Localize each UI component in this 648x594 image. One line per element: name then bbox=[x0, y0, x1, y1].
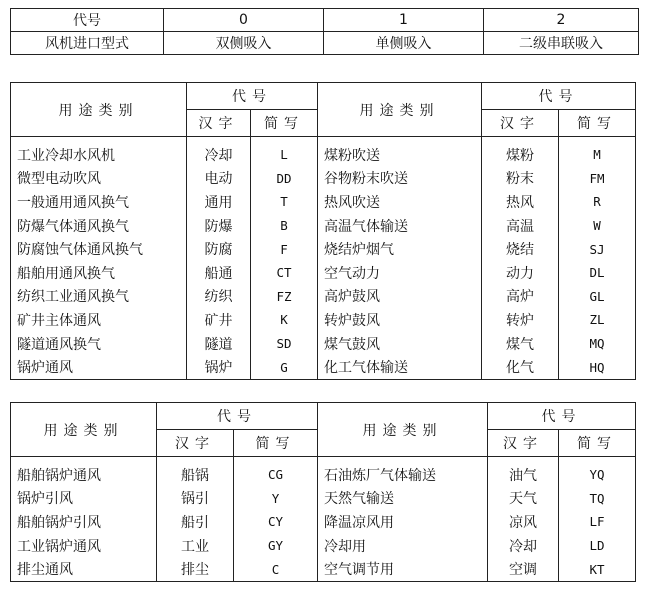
abbr-header: 简写 bbox=[559, 110, 636, 137]
usage-cell: 热风吹送 bbox=[318, 190, 482, 214]
table-row bbox=[11, 237, 636, 261]
usage-code-table-2 bbox=[10, 402, 636, 582]
table-row bbox=[11, 510, 636, 534]
usage-cell: 排尘通风 bbox=[11, 557, 157, 581]
hanzi-cell: 天气 bbox=[488, 487, 559, 511]
hanzi-cell: 转炉 bbox=[482, 308, 559, 332]
usage-header: 用途类别 bbox=[318, 83, 482, 137]
inlet-type-row bbox=[11, 32, 639, 55]
abbr-cell: TQ bbox=[559, 487, 636, 511]
usage-cell: 隧道通风换气 bbox=[11, 332, 187, 356]
code-header: 代号 bbox=[157, 403, 318, 430]
usage-table-2-body bbox=[11, 457, 636, 582]
hanzi-cell: 动力 bbox=[482, 261, 559, 285]
usage-cell: 工业锅炉通风 bbox=[11, 534, 157, 558]
usage-cell: 锅炉通风 bbox=[11, 355, 187, 379]
inlet-type-cell: 双侧吸入 bbox=[164, 32, 324, 55]
usage-header: 用途类别 bbox=[11, 403, 157, 457]
abbr-header: 简写 bbox=[234, 430, 318, 457]
abbr-cell: CG bbox=[234, 457, 318, 487]
usage-cell: 冷却用 bbox=[318, 534, 488, 558]
hanzi-cell: 防腐 bbox=[187, 237, 251, 261]
usage-cell: 空气动力 bbox=[318, 261, 482, 285]
abbr-cell: MQ bbox=[559, 332, 636, 356]
hanzi-cell: 高温 bbox=[482, 214, 559, 238]
hanzi-cell: 船锅 bbox=[157, 457, 234, 487]
usage-cell: 锅炉引风 bbox=[11, 487, 157, 511]
table-row bbox=[11, 285, 636, 309]
hanzi-cell: 锅引 bbox=[157, 487, 234, 511]
abbr-cell: DL bbox=[559, 261, 636, 285]
usage-header: 用途类别 bbox=[318, 403, 488, 457]
code-cell: 0 bbox=[164, 9, 324, 32]
hanzi-cell: 通用 bbox=[187, 190, 251, 214]
chinese-header: 汉字 bbox=[488, 430, 559, 457]
abbr-cell: B bbox=[251, 214, 318, 238]
usage-cell: 烧结炉烟气 bbox=[318, 237, 482, 261]
usage-cell: 矿井主体通风 bbox=[11, 308, 187, 332]
hanzi-cell: 热风 bbox=[482, 190, 559, 214]
hanzi-cell: 粉末 bbox=[482, 167, 559, 191]
inlet-type-table bbox=[10, 8, 639, 55]
code-header: 代号 bbox=[488, 403, 636, 430]
table-row bbox=[11, 557, 636, 581]
abbr-cell: HQ bbox=[559, 355, 636, 379]
usage-code-table-1 bbox=[10, 82, 636, 380]
table-row bbox=[11, 167, 636, 191]
table-row bbox=[11, 487, 636, 511]
abbr-cell: FZ bbox=[251, 285, 318, 309]
hanzi-cell: 纺织 bbox=[187, 285, 251, 309]
hanzi-cell: 冷却 bbox=[187, 137, 251, 167]
abbr-cell: W bbox=[559, 214, 636, 238]
usage-cell: 煤粉吹送 bbox=[318, 137, 482, 167]
code-header: 代号 bbox=[187, 83, 318, 110]
hanzi-cell: 船引 bbox=[157, 510, 234, 534]
usage-cell: 空气调节用 bbox=[318, 557, 488, 581]
abbr-cell: G bbox=[251, 355, 318, 379]
usage-cell: 微型电动吹风 bbox=[11, 167, 187, 191]
abbr-cell: L bbox=[251, 137, 318, 167]
code-row bbox=[11, 9, 639, 32]
hanzi-cell: 矿井 bbox=[187, 308, 251, 332]
hanzi-cell: 锅炉 bbox=[187, 355, 251, 379]
usage-table-1-body bbox=[11, 137, 636, 380]
usage-cell: 防爆气体通风换气 bbox=[11, 214, 187, 238]
abbr-cell: SJ bbox=[559, 237, 636, 261]
abbr-cell: Y bbox=[234, 487, 318, 511]
usage-cell: 化工气体输送 bbox=[318, 355, 482, 379]
usage-cell: 天然气输送 bbox=[318, 487, 488, 511]
abbr-cell: GL bbox=[559, 285, 636, 309]
abbr-cell: R bbox=[559, 190, 636, 214]
abbr-cell: DD bbox=[251, 167, 318, 191]
abbr-cell: ZL bbox=[559, 308, 636, 332]
inlet-type-cell: 单侧吸入 bbox=[324, 32, 484, 55]
hanzi-cell: 烧结 bbox=[482, 237, 559, 261]
table-row bbox=[11, 214, 636, 238]
usage-cell: 转炉鼓风 bbox=[318, 308, 482, 332]
usage-cell: 石油炼厂气体输送 bbox=[318, 457, 488, 487]
abbr-cell: CT bbox=[251, 261, 318, 285]
usage-cell: 降温凉风用 bbox=[318, 510, 488, 534]
inlet-type-label: 风机进口型式 bbox=[11, 32, 164, 55]
hanzi-cell: 冷却 bbox=[488, 534, 559, 558]
abbr-cell: KT bbox=[559, 557, 636, 581]
abbr-cell: F bbox=[251, 237, 318, 261]
hanzi-cell: 油气 bbox=[488, 457, 559, 487]
abbr-header: 简写 bbox=[559, 430, 636, 457]
hanzi-cell: 煤粉 bbox=[482, 137, 559, 167]
usage-cell: 工业冷却水风机 bbox=[11, 137, 187, 167]
table-row bbox=[11, 261, 636, 285]
hanzi-cell: 电动 bbox=[187, 167, 251, 191]
table-row bbox=[11, 457, 636, 487]
abbr-cell: FM bbox=[559, 167, 636, 191]
code-row-label: 代号 bbox=[11, 9, 164, 32]
code-cell: 1 bbox=[324, 9, 484, 32]
table-row bbox=[11, 137, 636, 167]
hanzi-cell: 隧道 bbox=[187, 332, 251, 356]
usage-cell: 防腐蚀气体通风换气 bbox=[11, 237, 187, 261]
usage-cell: 船舶锅炉通风 bbox=[11, 457, 157, 487]
hanzi-cell: 煤气 bbox=[482, 332, 559, 356]
table-row bbox=[11, 308, 636, 332]
abbr-header: 简写 bbox=[251, 110, 318, 137]
hanzi-cell: 空调 bbox=[488, 557, 559, 581]
abbr-cell: C bbox=[234, 557, 318, 581]
code-cell: 2 bbox=[484, 9, 639, 32]
code-header: 代号 bbox=[482, 83, 636, 110]
usage-cell: 高炉鼓风 bbox=[318, 285, 482, 309]
abbr-cell: T bbox=[251, 190, 318, 214]
hanzi-cell: 高炉 bbox=[482, 285, 559, 309]
hanzi-cell: 防爆 bbox=[187, 214, 251, 238]
usage-cell: 高温气体输送 bbox=[318, 214, 482, 238]
chinese-header: 汉字 bbox=[482, 110, 559, 137]
abbr-cell: YQ bbox=[559, 457, 636, 487]
abbr-cell: M bbox=[559, 137, 636, 167]
usage-cell: 一般通用通风换气 bbox=[11, 190, 187, 214]
usage-cell: 纺织工业通风换气 bbox=[11, 285, 187, 309]
hanzi-cell: 凉风 bbox=[488, 510, 559, 534]
abbr-cell: GY bbox=[234, 534, 318, 558]
abbr-cell: SD bbox=[251, 332, 318, 356]
usage-cell: 谷物粉末吹送 bbox=[318, 167, 482, 191]
abbr-cell: LF bbox=[559, 510, 636, 534]
hanzi-cell: 化气 bbox=[482, 355, 559, 379]
abbr-cell: CY bbox=[234, 510, 318, 534]
usage-cell: 煤气鼓风 bbox=[318, 332, 482, 356]
hanzi-cell: 工业 bbox=[157, 534, 234, 558]
inlet-type-cell: 二级串联吸入 bbox=[484, 32, 639, 55]
chinese-header: 汉字 bbox=[157, 430, 234, 457]
hanzi-cell: 排尘 bbox=[157, 557, 234, 581]
usage-header: 用途类别 bbox=[11, 83, 187, 137]
hanzi-cell: 船通 bbox=[187, 261, 251, 285]
usage-cell: 船舶锅炉引风 bbox=[11, 510, 157, 534]
table-row bbox=[11, 332, 636, 356]
chinese-header: 汉字 bbox=[187, 110, 251, 137]
table-row bbox=[11, 355, 636, 379]
abbr-cell: LD bbox=[559, 534, 636, 558]
abbr-cell: K bbox=[251, 308, 318, 332]
table-row bbox=[11, 190, 636, 214]
table-row bbox=[11, 534, 636, 558]
usage-cell: 船舶用通风换气 bbox=[11, 261, 187, 285]
